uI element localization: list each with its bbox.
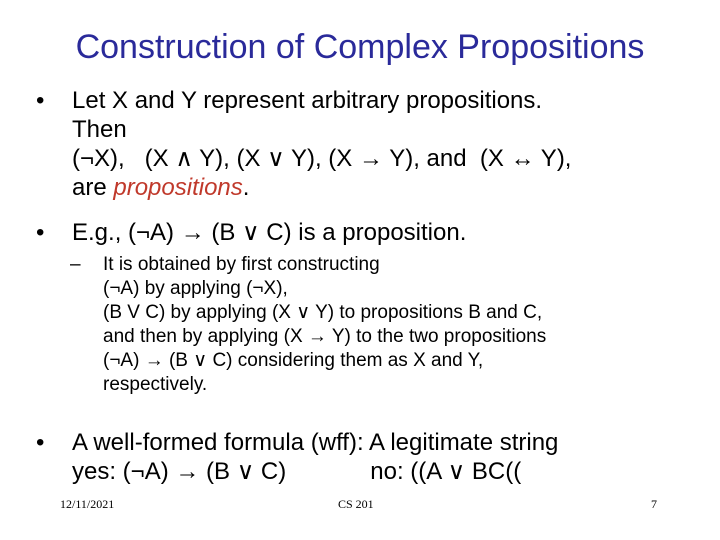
bullet-mark: • [36, 87, 45, 114]
propositions-emphasis: propositions [113, 174, 243, 201]
slide-title: Construction of Complex Propositions [75, 28, 645, 66]
sub-bullet-explanation [70, 253, 690, 397]
bullet-wff-line-2 [72, 457, 686, 486]
wff-yes-example: yes: (¬A) → (B ∨ C) [72, 458, 287, 485]
bullet-mark: • [36, 429, 45, 456]
bullet-definition-line-4 [72, 173, 686, 202]
bullet-definition-line-2: Then [72, 116, 127, 143]
sub-line-2: (¬A) by applying (¬X), [103, 278, 288, 299]
sub-line-6: respectively. [103, 374, 208, 395]
bullet-example-line-1: E.g., (¬A) → (B ∨ C) is a proposition. [72, 219, 467, 246]
bullet-wff [36, 428, 686, 486]
sub-line-3: (B V C) by applying (X ∨ Y) to propositions B and C, [103, 302, 543, 323]
sub-bullet-mark: – [70, 254, 81, 275]
bullet-definition-line-3: (¬X), (X ∧ Y), (X ∨ Y), (X → Y), and (X ↔ Y), [72, 145, 572, 172]
sub-line-4: and then by applying (X → Y) to the two propositions [103, 326, 547, 347]
bullet-wff-line-1: A well-formed formula (wff): A legitimate string [72, 429, 559, 456]
footer-course: CS 201 [338, 497, 374, 511]
period-text: . [242, 174, 250, 201]
wff-no-example: no: ((A ∨ BC(( [370, 458, 522, 485]
bullet-definition [36, 86, 686, 202]
bullet-definition-line-1: Let X and Y represent arbitrary propositions. [72, 87, 543, 114]
footer-date: 12/11/2021 [60, 497, 115, 511]
sub-line-5: (¬A) → (B ∨ C) considering them as X and Y, [103, 350, 484, 371]
sub-line-1: It is obtained by first constructing [103, 254, 380, 275]
footer-page-number: 7 [651, 497, 657, 511]
are-text: are [72, 174, 114, 201]
bullet-example [36, 218, 686, 247]
bullet-mark: • [36, 219, 45, 246]
